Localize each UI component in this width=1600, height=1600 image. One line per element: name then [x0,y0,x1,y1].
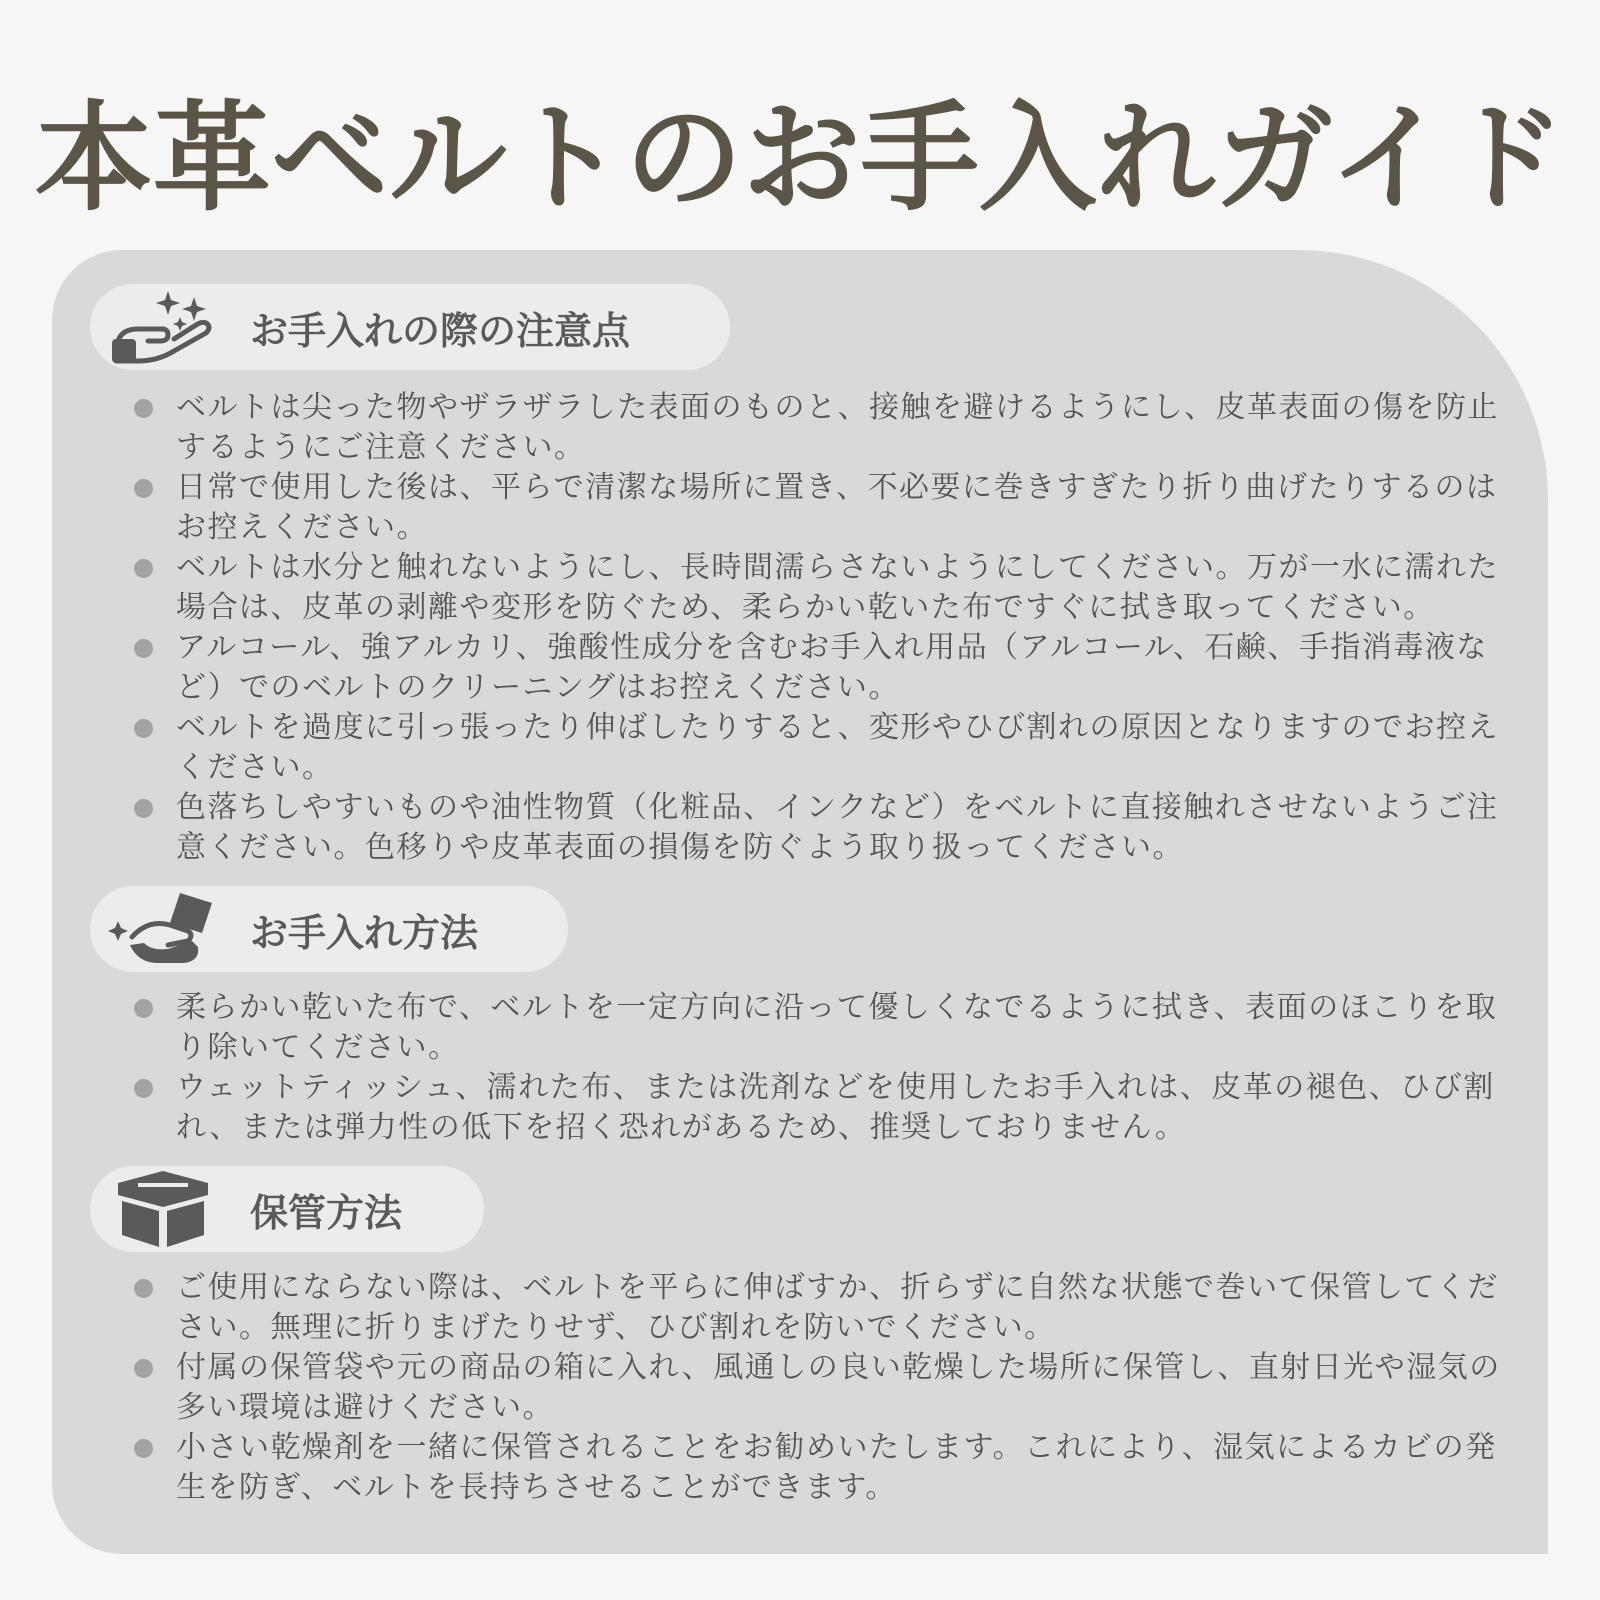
list-item: ベルトは尖った物やザラザラした表面のものと、接触を避けるようにし、皮革表面の傷を防止するようにご注意ください。 [122,388,1502,468]
list-item: ベルトを過度に引っ張ったり伸ばしたりすると、変形やひび割れの原因となりますのでお控えください。 [122,708,1502,788]
precautions-list [122,388,1502,868]
list-item: 日常で使用した後は、平らで清潔な場所に置き、不必要に巻きすぎたり折り曲げたりするのはお控えください。 [122,468,1502,548]
list-item: 付属の保管袋や元の商品の箱に入れ、風通しの良い乾燥した場所に保管し、直射日光や湿気の多い環境は避けください。 [122,1348,1502,1428]
list-item: 色落ちしやすいものや油性物質（化粧品、インクなど）をベルトに直接触れさせないようご注意ください。色移りや皮革表面の損傷を防ぐよう取り扱ってください。 [122,788,1502,868]
bullet [134,479,153,498]
section-title: 保管方法 [250,1189,403,1235]
sparkle-hand-icon [108,284,218,370]
list-item: 小さい乾燥剤を一緒に保管されることをお勧めいたします。これにより、湿気によるカビの発生を防ぎ、ベルトを長持ちさせることができます。 [122,1428,1502,1508]
page-title: 本革ベルトのお手入れガイド [34,88,1566,227]
list-item: 柔らかい乾いた布で、ベルトを一定方向に沿って優しくなでるように拭き、表面のほこりを取り除いてください。 [122,988,1502,1068]
bullet [134,799,153,818]
bullet [134,719,153,738]
bullet [134,1359,153,1378]
cleaning-hand-icon [108,886,218,972]
section-title: お手入れの際の注意点 [250,307,631,353]
section-title: お手入れ方法 [250,909,479,955]
section-header-storage [90,1166,484,1252]
bullet [134,639,153,658]
list-item: ウェットティッシュ、濡れた布、または洗剤などを使用したお手入れは、皮革の褪色、ひび割れ、または弾力性の低下を招く恐れがあるため、推奨しておりません。 [122,1068,1502,1148]
bullet [134,999,153,1018]
list-item: アルコール、強アルカリ、強酸性成分を含むお手入れ用品（アルコール、石鹸、手指消毒液など）でのベルトのクリーニングはお控えください。 [122,628,1502,708]
section-header-precautions [90,284,730,370]
bullet [134,1279,153,1298]
list-item: ベルトは水分と触れないようにし、長時間濡らさないようにしてください。万が一水に濡れた場合は、皮革の剥離や変形を防ぐため、柔らかい乾いた布ですぐに拭き取ってください。 [122,548,1502,628]
storage-list [122,1268,1502,1508]
content-panel [52,250,1548,1554]
bullet [134,399,153,418]
bullet [134,559,153,578]
section-header-care-method [90,886,568,972]
bullet [134,1079,153,1098]
list-item: ご使用にならない際は、ベルトを平らに伸ばすか、折らずに自然な状態で巻いて保管してください。無理に折りまげたりせず、ひび割れを防いでください。 [122,1268,1502,1348]
care-method-list [122,988,1502,1148]
box-icon [108,1166,218,1252]
bullet [134,1439,153,1458]
